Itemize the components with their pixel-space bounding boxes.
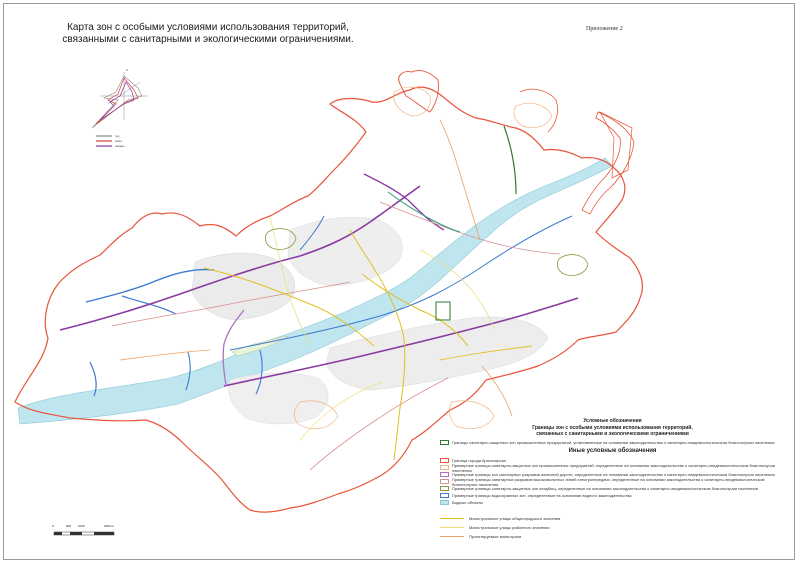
legend-item	[440, 492, 785, 499]
legend-swatch	[440, 465, 449, 470]
sanitary-protection-zone	[388, 192, 460, 232]
legend-item-label: Примерные границы водоохранных зон, определенные на основании водного законодательства	[452, 493, 632, 498]
projected-road	[482, 366, 512, 416]
legend-line-label: Магистральные улицы общегородского значения	[469, 516, 561, 521]
legend-swatch	[440, 500, 449, 505]
legend-swatch-sanitary-zone	[440, 440, 449, 445]
legend-item	[440, 499, 785, 506]
legend-line-swatch	[440, 527, 464, 528]
sanitary-protection-zone	[436, 302, 450, 320]
urban-area-south	[229, 373, 328, 424]
legend-item-label: Примерные границы санитарных разрывов высоковольтных линий электропередачи, определенные на основании законодательства о санитарно-эпидемиологическом благополучии населения	[452, 476, 765, 487]
legend-item-sanitary-zone	[440, 439, 785, 446]
wind-rose-label-january: январь	[115, 144, 125, 148]
legend-line-label: Проектируемые магистрали	[469, 534, 522, 539]
urban-area-center	[288, 217, 402, 286]
scale-tick-label: 2000 м	[104, 524, 114, 528]
projected-road	[440, 120, 480, 240]
map-title-line2: связанными с санитарными и экологическими ограничениями.	[62, 34, 354, 45]
legend	[440, 418, 785, 541]
legend-subtitle-line1: Границы зон с особыми условиями использования территорий,	[532, 425, 693, 431]
legend-swatch	[440, 493, 449, 498]
legend-other-title: Иные условные обозначения	[568, 448, 657, 454]
scale-tick-label: 500	[66, 524, 72, 528]
wind-rose	[92, 72, 148, 146]
scale-bar	[52, 524, 122, 540]
legend-item	[440, 478, 785, 485]
legend-item-label: Примерные границы зон санитарных разрывов железной дороги, определенные на основании законодательства о санитарно-эпидемиологическом благополучии населения	[452, 472, 775, 477]
appendix-label: Приложение 2	[586, 26, 623, 32]
sanitary-protection-zone	[504, 126, 516, 194]
legend-label-sanitary-zone: Границы санитарно-защитных зон промышленных предприятий, установленные на основании законодательства о санитарно-эпидемиологическом благополучии населения	[452, 440, 775, 445]
legend-item	[440, 464, 785, 471]
legend-line-swatch	[440, 518, 464, 519]
scale-tick-label: 1000	[78, 524, 85, 528]
legend-swatch	[440, 479, 449, 484]
scale-tick-label: 0	[52, 524, 54, 528]
legend-swatch	[440, 472, 449, 477]
legend-subtitle-line2: связанных с санитарными и экологическими ограничениями	[536, 431, 689, 437]
wind-rose-label-year: год	[115, 134, 120, 138]
legend-item-label: Граница города Красноярска	[452, 458, 506, 463]
wind-rose-label-winter: зима	[115, 139, 122, 143]
legend-item	[440, 485, 785, 492]
legend-item-label: Водные объекты	[452, 500, 484, 505]
cemetery-sanitary-zone	[557, 255, 588, 276]
map-title	[58, 22, 358, 46]
wind-rose-north-label: С	[126, 68, 129, 72]
legend-line-swatch	[440, 536, 464, 537]
legend-line-label: Магистральные улицы районного значения	[469, 525, 550, 530]
legend-swatch	[440, 458, 449, 463]
legend-item-label: Примерные границы санитарно-защитных зон промышленных предприятий, определенные на основании законодательства о санитарно-эпидемиологическом благополучии населения	[452, 462, 775, 473]
industrial-sanitary-zone	[514, 103, 552, 127]
legend-title: Условные обозначения	[583, 418, 642, 424]
projected-road	[120, 350, 210, 360]
legend-item-label: Примерные границы санитарно-защитных зон кладбищ, определенные на основании законодательства о санитарно-эпидемиологическом благополучии населения	[452, 486, 758, 491]
map-title-line1: Карта зон с особыми условиями использования территорий,	[67, 22, 349, 33]
industrial-sanitary-zone	[394, 87, 431, 116]
legend-line-item	[440, 523, 785, 532]
legend-line-item	[440, 514, 785, 523]
legend-swatch	[440, 486, 449, 491]
legend-line-item	[440, 532, 785, 541]
boundary-north-east	[520, 89, 558, 132]
